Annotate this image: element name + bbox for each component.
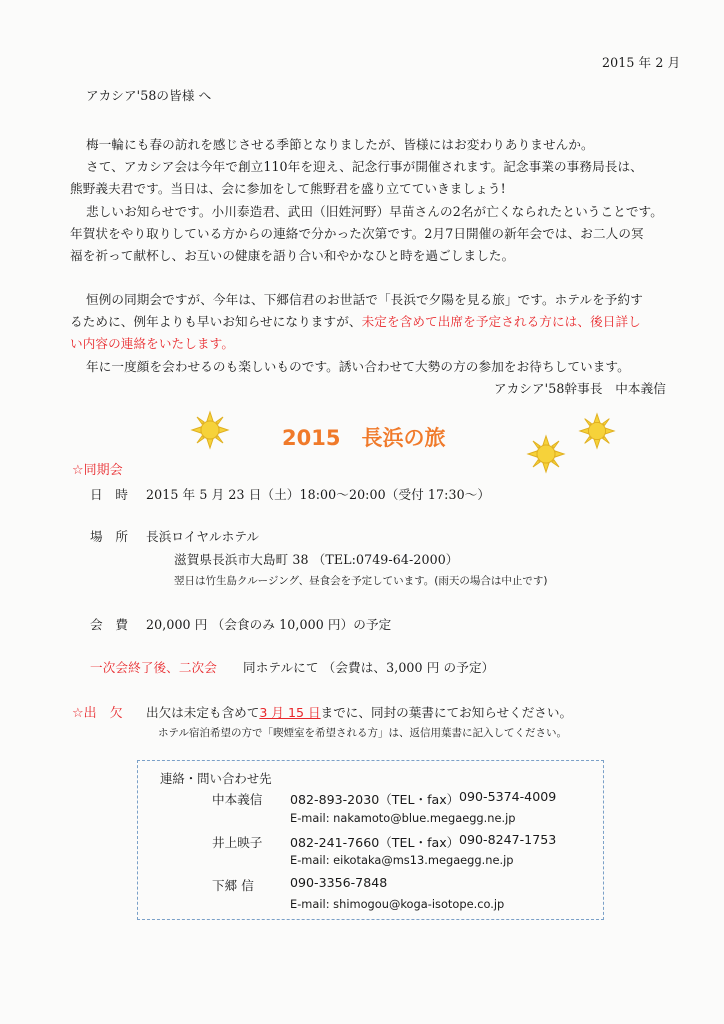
paragraph-4-text: るために、例年よりも早いお知らせになりますが、 — [70, 314, 362, 329]
paragraph-3-line-2: 年賀状をやり取りしている方からの連絡で分かった次第です。2月7日開催の新年会では、お二人の冥 — [70, 226, 644, 241]
contact-name: 井上映子 — [212, 835, 263, 850]
signature: アカシア'58幹事長 中本義信 — [494, 381, 666, 396]
letter-date: 2015 年 2 月 — [602, 55, 681, 70]
paragraph-2-line-2: 熊野義夫君です。当日は、会に参加をして熊野君を盛り立てていきましょう! — [70, 181, 506, 196]
paragraph-2-line-1: さて、アカシア会は今年で創立110年を迎え、記念行事が開催されます。記念事業の事務局長は、 — [86, 159, 643, 174]
paragraph-3-line-3: 福を祈って献杯し、お互いの健康を語り合い和やかなひと時を過ごしました。 — [70, 248, 515, 263]
event-title: 2015 長浜の旅 — [282, 426, 446, 450]
second-party-value: 同ホテルにて （会費は、3,000 円 の予定） — [243, 660, 495, 675]
contact-email[interactable]: E-mail: shimogou@koga-isotope.co.jp — [290, 897, 505, 911]
contact-name: 下郷 信 — [212, 878, 254, 893]
paragraph-3-line-1: 悲しいお知らせです。小川泰造君、武田（旧姓河野）早苗さんの2名が亡くなられたということです。 — [86, 204, 663, 219]
paragraph-4-line-1: 恒例の同期会ですが、今年は、下郷信君のお世話で「長浜で夕陽を見る旅」です。ホテルを予約す — [86, 292, 643, 307]
when-label: 日 時 — [90, 487, 129, 502]
sun-icon — [526, 434, 566, 474]
contact-heading: 連絡・問い合わせ先 — [160, 771, 272, 786]
rsvp-line — [146, 702, 572, 721]
place-value: 長浜ロイヤルホテル — [146, 529, 260, 544]
rsvp-label: ☆出 欠 — [72, 706, 123, 721]
when-value: 2015 年 5 月 23 日（土）18:00～20:00（受付 17:30～） — [146, 487, 491, 502]
fee-value: 20,000 円 （会食のみ 10,000 円）の予定 — [146, 617, 392, 632]
place-label: 場 所 — [90, 529, 129, 544]
contact-phone: 082-241-7660（TEL・fax） — [290, 835, 460, 850]
contact-phone: 090-3356-7848 — [290, 875, 388, 890]
salutation: アカシア'58の皆様 へ — [86, 88, 212, 103]
sun-icon — [190, 410, 230, 450]
attendance-notice-cont: い内容の連絡をいたします。 — [70, 336, 235, 351]
paragraph-5: 年に一度顔を会わせるのも楽しいものです。誘い合わせて大勢の方の参加をお待ちしています。 — [86, 359, 630, 374]
rsvp-text-post: までに、同封の葉書にてお知らせください。 — [320, 705, 573, 720]
contact-mobile: 090-5374-4009 — [459, 789, 557, 804]
section-reunion: ☆同期会 — [72, 463, 123, 478]
sun-icon — [578, 412, 616, 450]
contact-email[interactable]: E-mail: eikotaka@ms13.megaegg.ne.jp — [290, 853, 514, 867]
contact-mobile: 090-8247-1753 — [459, 832, 557, 847]
rsvp-note: ホテル宿泊希望の方で「喫煙室を希望される方」は、返信用葉書に記入してください。 — [158, 727, 567, 739]
contact-phone: 082-893-2030（TEL・fax） — [290, 792, 460, 807]
address: 滋賀県長浜市大島町 38 （TEL:0749-64-2000） — [174, 552, 459, 567]
second-party-label: 一次会終了後、二次会 — [90, 660, 217, 675]
attendance-notice: 未定を含めて出席を予定される方には、後日詳し — [361, 314, 641, 329]
paragraph-4-line-2 — [70, 311, 641, 330]
fee-label: 会 費 — [90, 617, 129, 632]
rsvp-deadline: 3 月 15 日 — [259, 705, 321, 720]
rsvp-text-pre: 出欠は未定も含めて — [146, 705, 260, 720]
contact-name: 中本義信 — [212, 792, 263, 807]
next-day-note: 翌日は竹生島クルージング、昼食会を予定しています。(雨天の場合は中止です) — [174, 575, 548, 587]
paragraph-1: 梅一輪にも春の訪れを感じさせる季節となりましたが、皆様にはお変わりありませんか。 — [86, 137, 594, 152]
contact-email[interactable]: E-mail: nakamoto@blue.megaegg.ne.jp — [290, 811, 516, 825]
